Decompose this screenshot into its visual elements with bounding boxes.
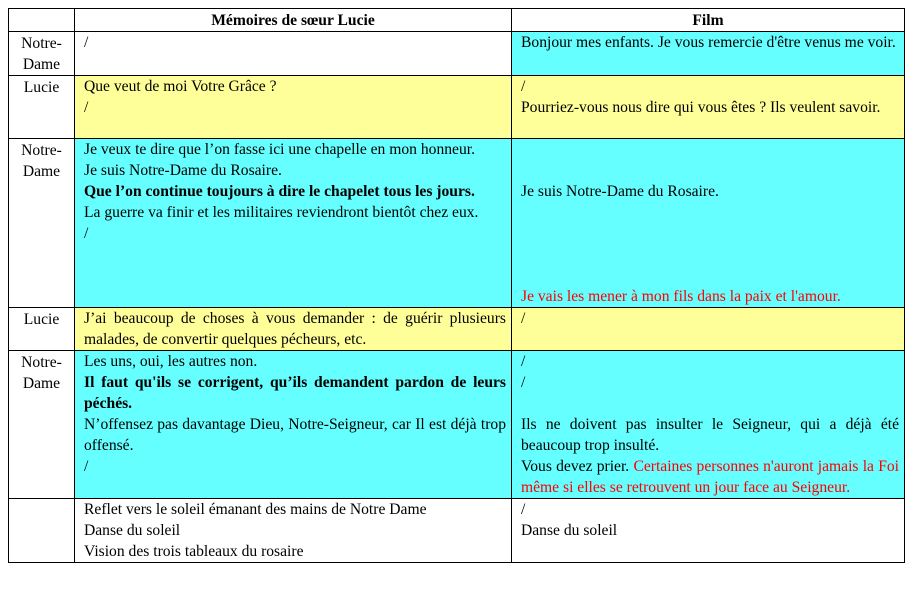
memoires-line: / [84,458,89,475]
table-row [9,76,905,139]
memoires-line: / [84,225,89,242]
table-row [9,351,905,499]
memoires-line: Reflet vers le soleil émanant des mains de Notre Dame [84,501,427,518]
comparison-table [8,8,905,563]
film-cell [512,139,905,308]
table-row [9,499,905,563]
blank-line [521,139,899,160]
film-cell [512,499,905,563]
header-speaker [9,9,75,32]
memoires-cell [75,139,512,308]
blank-line [521,265,899,286]
blank-line [521,202,899,223]
blank-line [521,160,899,181]
blank-line [521,223,899,244]
film-line: Danse du soleil [521,522,618,539]
film-cell [512,32,905,76]
blank-line [521,393,899,414]
speaker-cell: Lucie [9,76,75,139]
speaker-cell: Notre-Dame [9,32,75,76]
film-line: / [521,501,526,518]
film-line [521,456,899,498]
memoires-line: N’offensez pas davantage Dieu, Notre-Seigneur, car Il est déjà trop offensé. [84,416,506,454]
header-memoires: Mémoires de sœur Lucie [75,9,512,32]
film-line-red: Je vais les mener à mon fils dans la paix et l'amour. [521,288,841,305]
film-line: Ils ne doivent pas insulter le Seigneur, qui a déjà été beaucoup trop insulté. [521,416,899,454]
memoires-line: Les uns, oui, les autres non. [84,353,258,370]
header-row [9,9,905,32]
film-line: / [521,78,526,95]
speaker-cell: Notre-Dame [9,351,75,499]
table-row [9,139,905,308]
memoires-line-bold: Il faut qu'ils se corrigent, qu’ils demandent pardon de leurs péchés. [84,374,506,412]
memoires-cell [75,32,512,76]
film-line: / [521,310,526,327]
memoires-line: La guerre va finir et les militaires reviendront bientôt chez eux. [84,204,479,221]
memoires-line: Vision des trois tableaux du rosaire [84,543,304,560]
film-line: / [521,374,526,391]
film-cell [512,76,905,139]
memoires-line: Je suis Notre-Dame du Rosaire. [84,162,282,179]
speaker-cell: Notre-Dame [9,139,75,308]
film-line-black: Vous devez prier. [521,458,630,475]
memoires-line: Danse du soleil [84,522,181,539]
film-line: / [521,353,526,370]
film-line: Bonjour mes enfants. Je vous remercie d'être venus me voir. [521,34,896,51]
film-line: Je suis Notre-Dame du Rosaire. [521,183,719,200]
memoires-line: / [84,99,89,116]
memoires-line: / [84,34,89,51]
table-row [9,308,905,351]
film-cell [512,308,905,351]
speaker-cell: Lucie [9,308,75,351]
blank-line [521,244,899,265]
film-line: Pourriez-vous nous dire qui vous êtes ? Ils veulent savoir. [521,99,881,116]
memoires-cell [75,351,512,499]
memoires-cell [75,308,512,351]
header-film: Film [512,9,905,32]
memoires-line-bold: Que l’on continue toujours à dire le chapelet tous les jours. [84,183,475,200]
film-cell [512,351,905,499]
table-row [9,32,905,76]
memoires-cell [75,76,512,139]
film-line-red: Certaines personnes n'auront jamais la Foi même si elles se retrouvent un jour face au Seigneur. [521,458,900,496]
memoires-line: Je veux te dire que l’on fasse ici une chapelle en mon honneur. [84,141,476,158]
memoires-cell [75,499,512,563]
memoires-line: J’ai beaucoup de choses à vous demander : de guérir plusieurs malades, de convertir quelques pécheurs, etc. [84,310,506,348]
speaker-cell [9,499,75,563]
memoires-line: Que veut de moi Votre Grâce ? [84,78,277,95]
